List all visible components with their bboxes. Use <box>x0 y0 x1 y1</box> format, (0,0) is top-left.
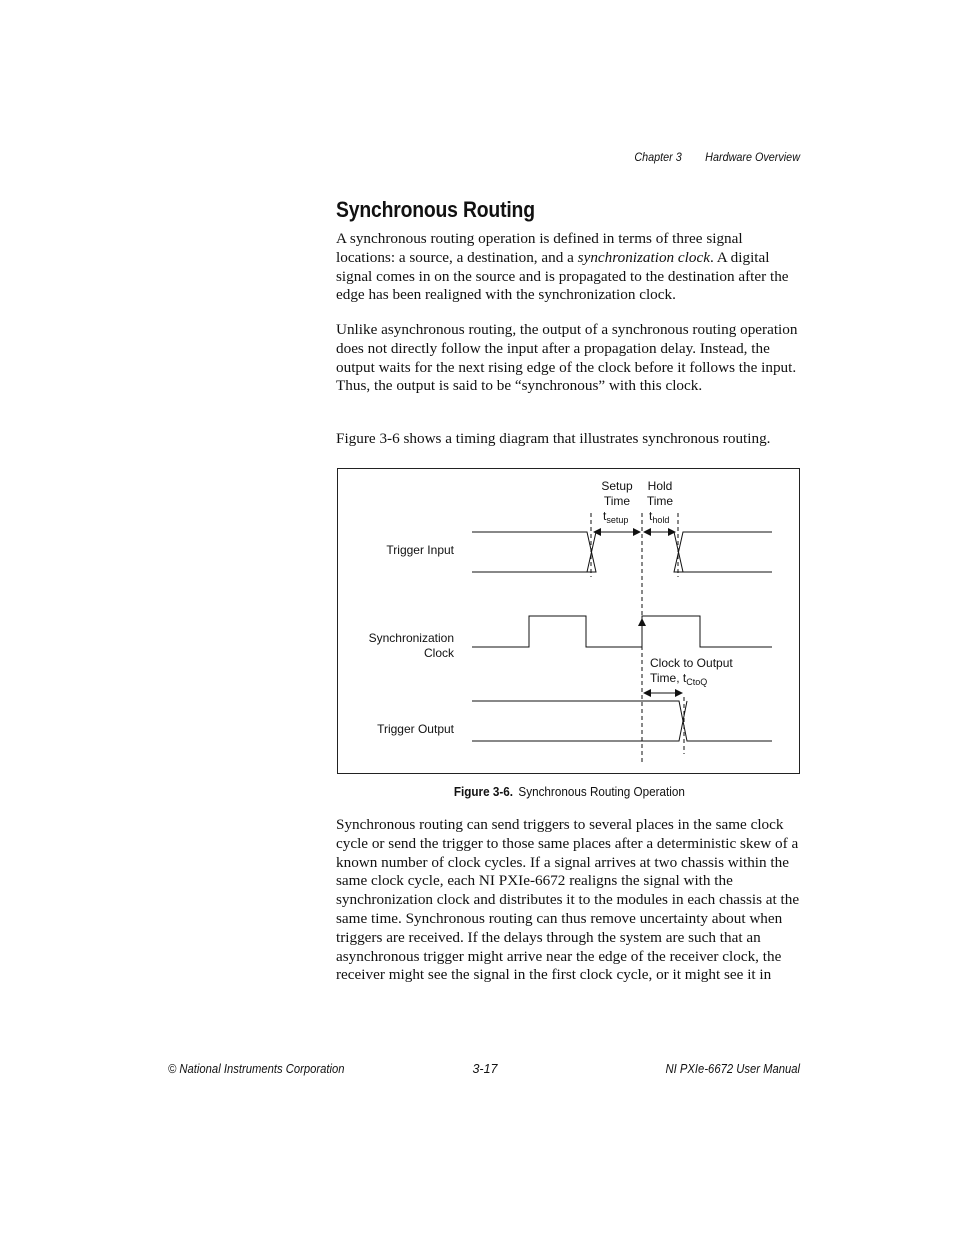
footer-copyright: © National Instruments Corporation <box>168 1062 345 1076</box>
label-sync-clock-line2: Clock <box>423 646 454 660</box>
running-header <box>584 150 800 164</box>
label-hold-line2: Time <box>646 494 674 508</box>
header-section: Hardware Overview <box>705 150 800 164</box>
header-chapter: Chapter 3 <box>634 150 682 164</box>
label-hold-line1: Hold <box>647 479 673 493</box>
paragraph-async-comparison: Unlike asynchronous routing, the output of a synchronous routing operation does not directly follow the input after a propagation delay. Instead, the output waits for the next rising edge of the clock before it follows the input. Thus, the output is said to be “synchronous” with this clock. <box>336 321 798 395</box>
intro-text-b: . A digital signal comes in on the source and is propagated to the destination after the edge has been realigned with the synchronization clock. <box>336 248 789 304</box>
label-ctoq-line2: Time, $t_{CtoQ}$ <box>650 671 708 687</box>
trigger-input-waveform <box>472 532 772 572</box>
paragraph-figure-reference: Figure 3-6 shows a timing diagram that illustrates synchronous routing. <box>336 430 771 447</box>
intro-emphasis: synchronization clock <box>577 248 710 266</box>
section-title: Synchronous Routing <box>336 197 535 222</box>
paragraph-intro <box>336 230 802 305</box>
trigger-output-waveform <box>472 701 772 741</box>
timing-diagram <box>337 468 800 774</box>
label-trigger-input: Trigger Input <box>386 543 454 557</box>
label-thold: $t_{hold}$ <box>649 509 670 525</box>
setup-hold-boundaries <box>591 513 684 763</box>
intro-text-a: A synchronous routing operation is defined in terms of three signal locations: a source, a destination, and a <box>336 230 743 266</box>
label-sync-clock-line1: Synchronization <box>368 631 454 645</box>
label-setup-line1: Setup <box>601 479 633 493</box>
paragraph-sync-benefits: Synchronous routing can send triggers to several places in the same clock cycle or send the trigger to those same places after a deterministic skew of a known number of clock cycles. If a signal arrives at two chassis within the same clock cycle, each NI PXIe-6672 realigns the signal with the synchronization clock and distributes it to the modules in each chassis at the same time. Synchronous routing can thus remove uncertainty about when triggers are received. If the delays through the system are such that an asynchronous trigger might arrive near the edge of the receiver clock, the receiver might see the signal in the first clock cycle, or it might see it in <box>336 816 800 984</box>
caption-text: Synchronous Routing Operation <box>518 784 685 799</box>
timing-diagram-svg <box>338 469 801 775</box>
footer-manual-title: NI PXIe-6672 User Manual <box>665 1062 800 1076</box>
label-setup-line2: Time <box>603 494 631 508</box>
footer-page-number: 3-17 <box>472 1062 498 1076</box>
figure-caption <box>336 784 802 799</box>
sync-clock-waveform <box>472 616 772 647</box>
label-trigger-output: Trigger Output <box>377 722 454 736</box>
caption-number: Figure 3-6. <box>453 784 513 799</box>
label-tsetup: $t_{setup}$ <box>603 509 629 525</box>
label-ctoq-line1: Clock to Output <box>650 656 733 670</box>
